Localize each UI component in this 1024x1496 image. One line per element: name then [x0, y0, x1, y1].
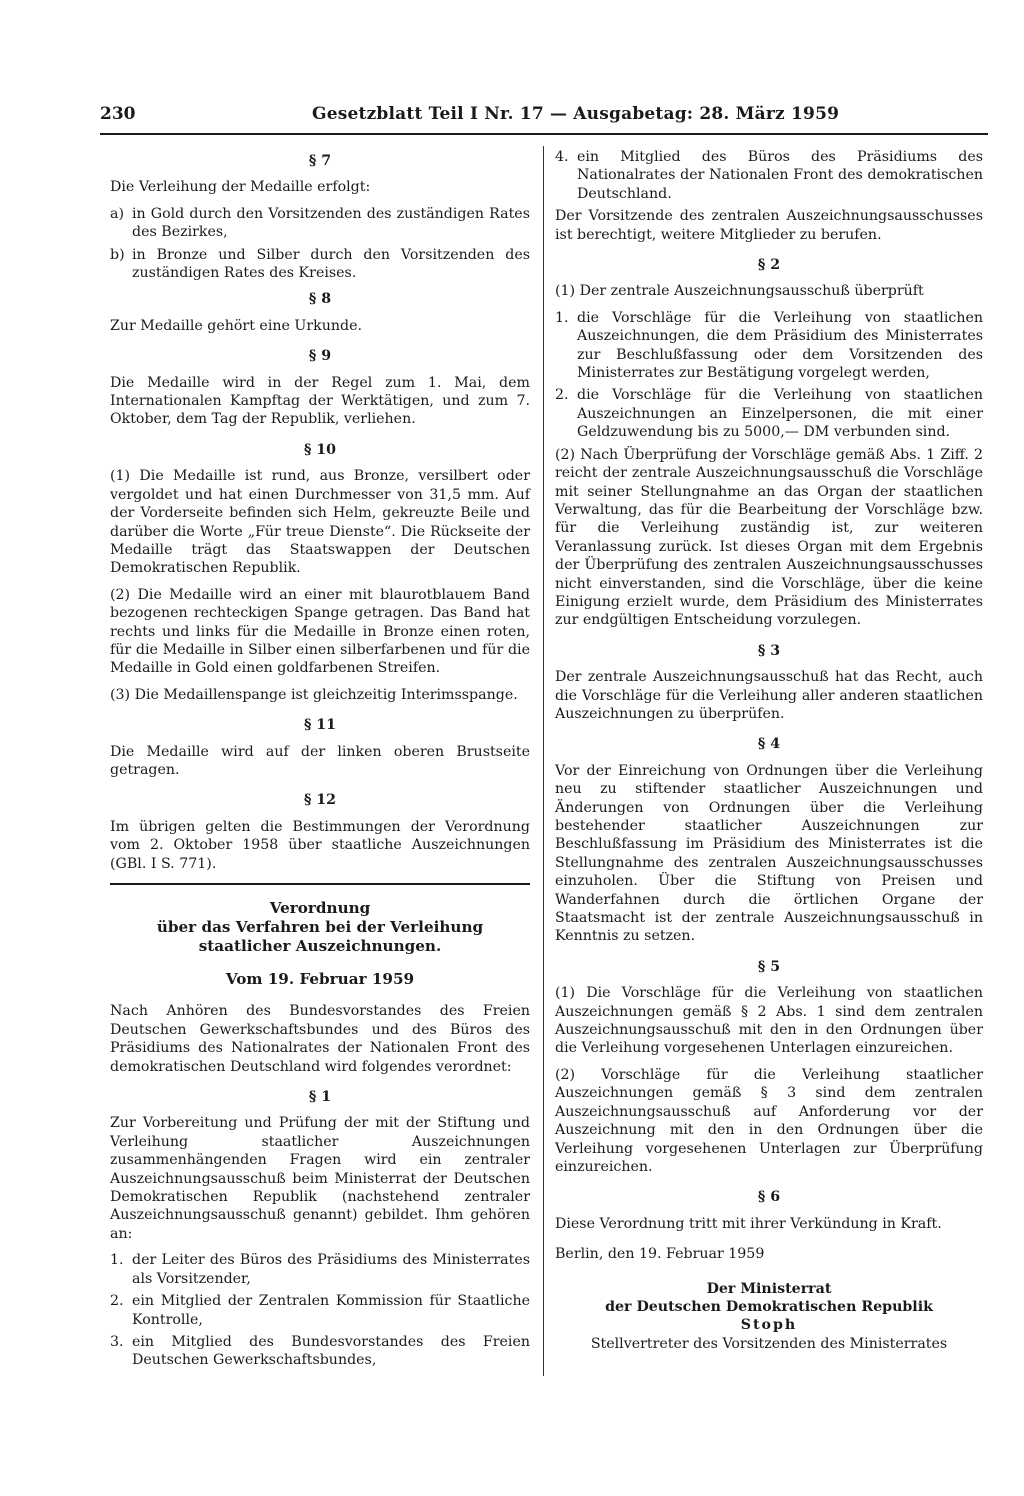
item-text: in Bronze und Silber durch den Vorsitzenden des zuständigen Rates des Kreises. [132, 246, 530, 282]
section-title: § 12 [303, 792, 337, 809]
signer-name: Stoph [740, 1317, 798, 1334]
ordinance-date: Vom 19. Februar 1959 [225, 970, 415, 988]
section-paragraph: (2) Die Medaille wird an einer mit blaurotblauem Band bezogenen rechteckigen Spange getragen. Das Band hat rechts und links für die Medaille in Bronze einen roten, für die Medaille in Silber einen silberfarbenen und für die Medaille in Gold einen goldfarbenen Streifen. [110, 586, 530, 677]
item-label: b) [110, 246, 125, 263]
section-text: Der zentrale Auszeichnungsausschuß hat das Recht, auch die Vorschläge für die Verleihung aller anderen staatlichen Auszeichnungen zu überprüfen. [555, 669, 983, 722]
item-text: ein Mitglied des Büros des Präsidiums des Nationalrates der Nationalen Front des demokratischen Deutschland. [577, 149, 983, 202]
list-item [555, 148, 983, 203]
list-item [555, 309, 983, 383]
section-title: § 5 [757, 958, 781, 975]
section-title: § 7 [308, 153, 332, 169]
item-text: ein Mitglied der Zentralen Kommission für Staatliche Kontrolle, [132, 1293, 530, 1328]
section-paragraph: (1) Die Vorschläge für die Verleihung von staatlichen Auszeichnungen gemäß § 2 Abs. 1 sind dem zentralen Auszeichnungsausschuß mit den in den Ordnungen über die Verleihung vorgesehenen Unterlagen einzureichen. [555, 985, 983, 1057]
ordinance-title-line: Verordnung [269, 899, 371, 917]
ordinance-title [110, 899, 530, 956]
ordinance-title-line: über das Verfahren bei der Verleihung [156, 918, 484, 936]
ordinance-rule [110, 883, 530, 885]
ordinance-title-line: staatlicher Auszeichnungen. [198, 937, 442, 955]
section-paragraph: (2) Vorschläge für die Verleihung staatlicher Auszeichnungen gemäß § 3 sind dem zentralen Auszeichnungsausschuß auf Anforderung vor der Auszeichnung mit den in den Ordnungen über die Verleihung vorgesehenen Unterlagen zur Überprüfung einzureichen. [555, 1066, 983, 1175]
issuing-body: Der Ministerrat [706, 1280, 832, 1297]
section-title: § 9 [308, 348, 332, 365]
section-title: § 11 [303, 717, 337, 734]
item-label: 3. [110, 1333, 124, 1350]
list-item [110, 1251, 530, 1288]
left-column [110, 148, 530, 1374]
section-paragraph: (2) Nach Überprüfung der Vorschläge gemäß Abs. 1 Ziff. 2 reicht der zentrale Auszeichnungsausschuß die Vorschläge mit seiner Stellungnahme an das Organ der staatlichen Verwaltung, das für die Bearbeitung der Vorschläge bzw. für die Verleihung zuständig ist, zur weiteren Veranlassung zurück. Ist dieses Organ mit dem Ergebnis der Überprüfung des zentralen Auszeichnungsausschusses nicht einverstanden, sind die Vorschläge, über die keine Einigung erzielt wurde, dem Präsidium des Ministerrates zur endgültigen Entscheidung vorzulegen. [555, 446, 983, 629]
section-title: § 1 [308, 1089, 332, 1106]
section-text: Vor der Einreichung von Ordnungen über die Verleihung neu zu stiftender staatlicher Auszeichnungen und Änderungen von Ordnungen über die Verleihung bestehender staatlicher Auszeichnungen zur Beschlußfassung im Präsidium des Ministerrates ist die Stellungnahme des zentralen Auszeichnungsausschusses einzuholen. Über die Stiftung von Preisen und Wanderfahnen durch die örtlichen Organe der Staatsmacht ist der zentrale Auszeichnungsausschuß in Kenntnis zu setzen. [555, 762, 983, 945]
item-label: a) [110, 205, 124, 222]
section-title: § 4 [757, 736, 781, 753]
section-title: § 2 [757, 257, 781, 274]
section-text: Die Medaille wird in der Regel zum 1. Mai, dem Internationalen Kampftag der Werktätigen, und zum 7. Oktober, dem Tag der Republik, verliehen. [110, 374, 530, 428]
section-text: Diese Verordnung tritt mit ihrer Verkündung in Kraft. [555, 1215, 942, 1232]
section-title: § 3 [757, 642, 781, 659]
item-label: 1. [110, 1252, 124, 1269]
header-rule [100, 133, 988, 135]
item-label: 2. [110, 1293, 124, 1310]
section-text: Im übrigen gelten die Bestimmungen der Verordnung vom 2. Oktober 1958 über staatliche Auszeichnungen (GBl. I S. 771). [110, 818, 530, 872]
signer-role: Stellvertreter des Vorsitzenden des Ministerrates [590, 1335, 948, 1352]
section-text: Die Verleihung der Medaille erfolgt: [110, 179, 371, 196]
list-item [110, 246, 530, 283]
section-text: Die Medaille wird auf der linken oberen Brustseite getragen. [110, 743, 530, 778]
item-text: in Gold durch den Vorsitzenden des zuständigen Rates des Bezirkes, [132, 205, 530, 241]
list-item [555, 386, 983, 441]
list-item [110, 1333, 530, 1370]
ordinance-preamble: Nach Anhören des Bundesvorstandes des Freien Deutschen Gewerkschaftsbundes und des Büros des Präsidiums des Nationalrates der Nationalen Front des demokratischen Deutschland wird folgendes verordnet: [110, 1003, 530, 1075]
section-paragraph: (3) Die Medaillenspange ist gleichzeitig Interimsspange. [110, 686, 518, 703]
item-text: der Leiter des Büros des Präsidiums des Ministerrates als Vorsitzender, [132, 1252, 530, 1287]
item-text: die Vorschläge für die Verleihung von staatlichen Auszeichnungen an Einzelpersonen, die mit einer Geldzuwendung bis zu 5000,— DM verbunden sind. [577, 387, 983, 441]
item-text: die Vorschläge für die Verleihung von staatlichen Auszeichnungen, die dem Präsidium des Ministerrates zur Beschlußfassung oder dem Vorsitzenden des Ministerrates zur Bestätigung vorgelegt werden, [577, 309, 983, 382]
issuing-body-line2: der Deutschen Demokratischen Republik [605, 1298, 933, 1315]
section-text: Zur Vorbereitung und Prüfung der mit der Stiftung und Verleihung staatlicher Auszeichnungen zusammenhängenden Fragen wird ein zentraler Auszeichnungsausschuß beim Ministerrat der Deutschen Demokratischen Republik (nachstehend zentraler Auszeichnungsausschuß genannt) gebildet. Ihm gehören an: [110, 1115, 530, 1242]
section-title: § 6 [757, 1189, 781, 1206]
section-text: (1) Der zentrale Auszeichnungsausschuß überprüft [555, 283, 924, 300]
section-text: Zur Medaille gehört eine Urkunde. [110, 317, 362, 334]
item-label: 1. [555, 309, 569, 326]
item-label: 4. [555, 149, 569, 165]
section-title: § 8 [308, 291, 332, 308]
section-title: § 10 [303, 441, 337, 458]
page-number: 230 [100, 104, 136, 124]
header-title: Gesetzblatt Teil I Nr. 17 — Ausgabetag: 28. März 1959 [312, 104, 840, 124]
right-column [555, 148, 983, 1353]
column-divider [543, 146, 544, 1376]
item-label: 2. [555, 387, 569, 404]
list-item [110, 1292, 530, 1329]
place-date: Berlin, den 19. Februar 1959 [555, 1246, 765, 1263]
item-text: ein Mitglied des Bundesvorstandes des Freien Deutschen Gewerkschaftsbundes, [132, 1333, 530, 1369]
section-text: Der Vorsitzende des zentralen Auszeichnungsausschusses ist berechtigt, weitere Mitglieder zu berufen. [555, 208, 983, 243]
section-paragraph: (1) Die Medaille ist rund, aus Bronze, versilbert oder vergoldet und hat einen Durchmesser von 31,5 mm. Auf der Vorderseite befinden sich Helm, gekreuzte Beile und darüber die Worte „Für treue Dienste“. Die Rückseite der Medaille trägt das Staatswappen der Deutschen Demokratischen Republik. [110, 468, 530, 577]
list-item [110, 205, 530, 242]
